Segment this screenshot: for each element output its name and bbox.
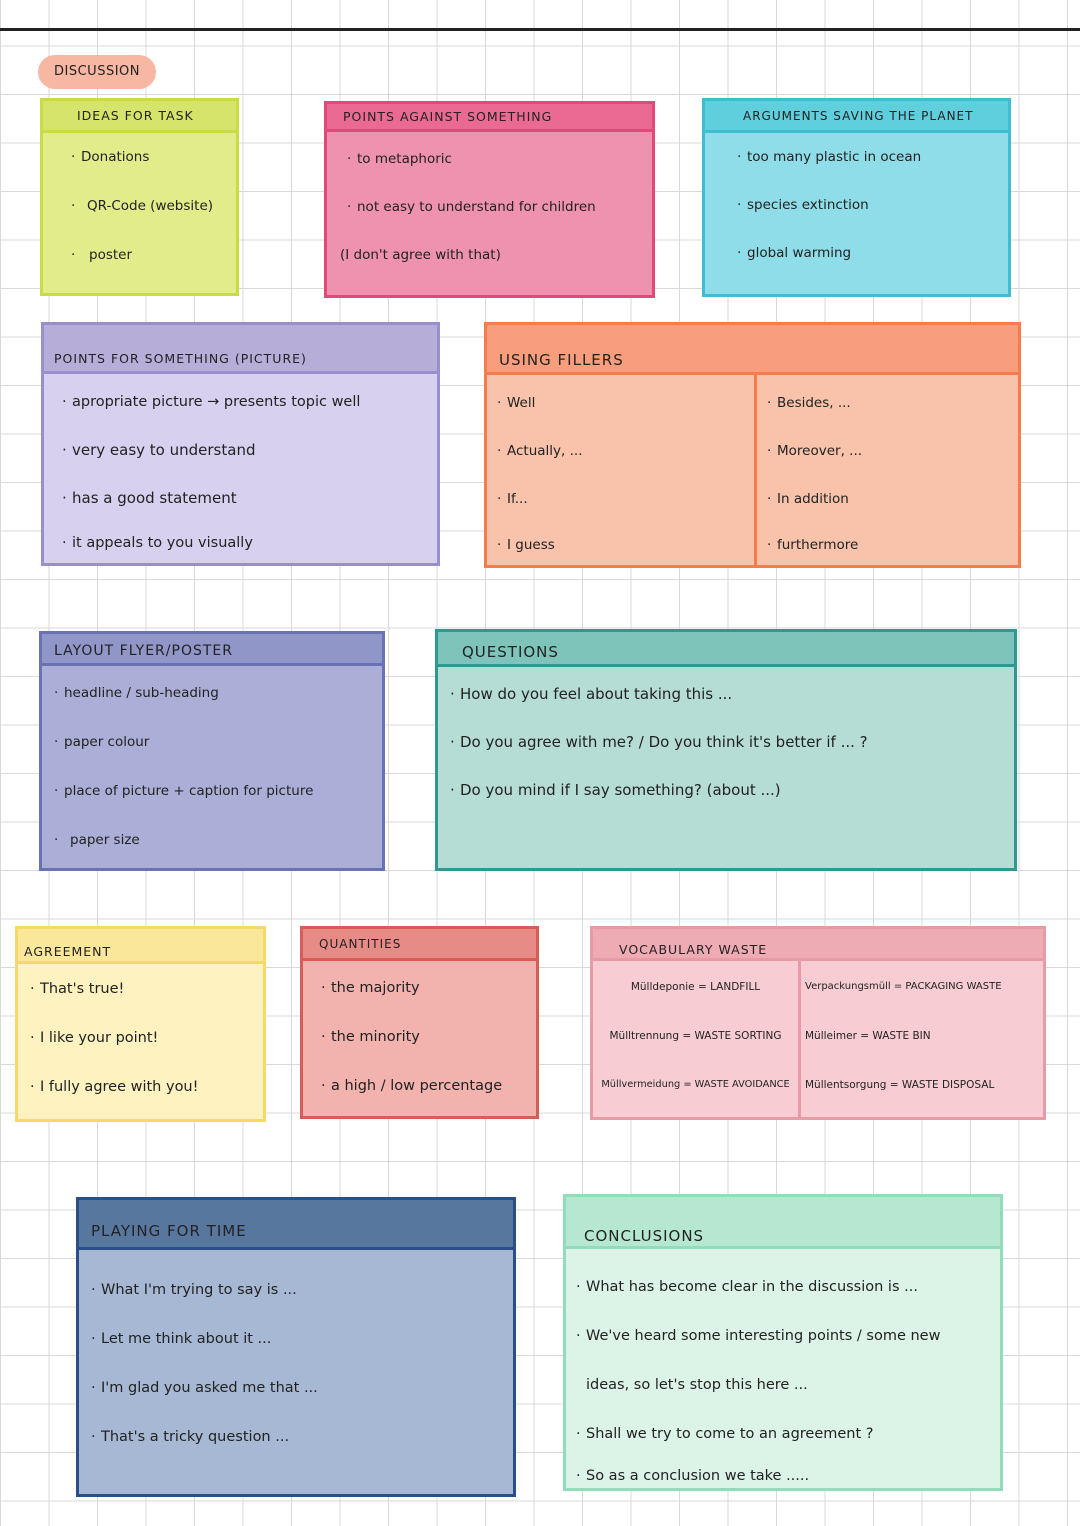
list-item: · So as a conclusion we take .....	[576, 1468, 810, 1484]
bullet: ·	[54, 734, 59, 750]
bullet: ·	[54, 685, 59, 701]
list-item: · apropriate picture → presents topic well	[72, 390, 437, 438]
card-playing-for-time	[76, 1197, 516, 1497]
card-title: POINTS FOR SOMETHING (PICTURE)	[44, 325, 437, 374]
vocab-column-german-english-2	[798, 961, 1043, 1117]
bullet: ·	[321, 1029, 326, 1045]
bullet: ·	[62, 441, 67, 459]
list-item: · Donations	[81, 143, 236, 192]
card-title: POINTS AGAINST SOMETHING	[327, 104, 652, 132]
list-item: · I'm glad you asked me that ...	[101, 1376, 513, 1425]
list-item: · paper colour	[64, 729, 382, 778]
bullet: ·	[497, 443, 502, 459]
card-agreement	[15, 926, 266, 1122]
list-item: · very easy to understand	[72, 438, 437, 486]
list-item: (I don't agree with that)	[340, 247, 501, 263]
list-item: · What has become clear in the discussion is ...	[586, 1275, 1000, 1324]
card-using-fillers	[484, 322, 1021, 568]
fillers-column-right	[754, 375, 1018, 565]
card-title: QUESTIONS	[438, 632, 1014, 667]
list-item: · Let me think about it ...	[101, 1327, 513, 1376]
list-item: · That's true!	[40, 976, 263, 1025]
list-item: · headline / sub-heading	[64, 680, 382, 729]
bullet: ·	[767, 537, 772, 553]
fillers-column-left	[487, 375, 754, 565]
bullet: ·	[576, 1426, 581, 1442]
discussion-label: DISCUSSION	[38, 55, 156, 89]
list-item: · Shall we try to come to an agreement ?	[586, 1422, 1000, 1466]
bullet: ·	[450, 685, 455, 703]
card-quantities	[300, 926, 539, 1119]
list-item: · If...	[507, 487, 754, 533]
card-title: VOCABULARY WASTE	[593, 929, 1043, 961]
card-questions	[435, 629, 1017, 871]
card-arguments-saving-planet	[702, 98, 1011, 297]
list-item: · the majority	[331, 975, 536, 1024]
bullet: ·	[30, 1079, 35, 1095]
bullet: ·	[576, 1279, 581, 1295]
bullet: ·	[576, 1468, 581, 1484]
bullet: ·	[347, 151, 352, 167]
list-item: · Actually, ...	[507, 439, 754, 487]
list-item: · too many plastic in ocean	[747, 143, 1008, 191]
list-item: · poster	[81, 241, 236, 290]
bullet: ·	[767, 395, 772, 411]
card-title: ARGUMENTS SAVING THE PLANET	[705, 101, 1008, 133]
bullet: ·	[91, 1331, 96, 1347]
bullet: ·	[71, 149, 76, 165]
list-item: · What I'm trying to say is ...	[101, 1278, 513, 1327]
list-item: · has a good statement	[72, 486, 437, 531]
card-title: AGREEMENT	[18, 929, 263, 964]
card-title: LAYOUT FLYER/POSTER	[42, 634, 382, 666]
list-item: Müllentsorgung = WASTE DISPOSAL	[805, 1079, 995, 1091]
vocab-column-german-english-1	[593, 961, 798, 1117]
list-item: · place of picture + caption for picture	[64, 778, 382, 827]
list-item: · the minority	[331, 1024, 536, 1073]
bullet: ·	[91, 1282, 96, 1298]
list-item: Mülltrennung = WASTE SORTING	[609, 1030, 782, 1042]
card-title: IDEAS FOR TASK	[43, 101, 236, 133]
list-item: · We've heard some interesting points / some new	[586, 1324, 1000, 1373]
bullet: ·	[91, 1429, 96, 1445]
card-conclusions	[563, 1194, 1003, 1491]
bullet: ·	[497, 395, 502, 411]
list-item: · paper size	[64, 827, 382, 857]
list-item: Müllvermeidung = WASTE AVOIDANCE	[601, 1079, 790, 1090]
card-title: QUANTITIES	[303, 929, 536, 961]
list-item: · furthermore	[777, 533, 1018, 563]
bullet: ·	[497, 491, 502, 507]
bullet: ·	[62, 535, 67, 551]
bullet: ·	[321, 980, 326, 996]
list-item: · a high / low percentage	[331, 1073, 536, 1113]
bullet: ·	[62, 394, 67, 410]
card-title: USING FILLERS	[487, 325, 1018, 375]
bullet: ·	[497, 537, 502, 553]
list-item: · Besides, ...	[777, 391, 1018, 439]
list-item: · I guess	[507, 533, 754, 563]
card-points-for	[41, 322, 440, 566]
card-title: PLAYING FOR TIME	[79, 1200, 513, 1250]
list-item: · Moreover, ...	[777, 439, 1018, 487]
list-item: · I like your point!	[40, 1025, 263, 1074]
list-item: · QR-Code (website)	[81, 192, 236, 241]
list-item: · Well	[507, 391, 754, 439]
bullet: ·	[91, 1380, 96, 1396]
card-layout-flyer-poster	[39, 631, 385, 871]
bullet: ·	[347, 199, 352, 215]
card-title: CONCLUSIONS	[566, 1197, 1000, 1249]
bullet: ·	[450, 733, 455, 751]
bullet: ·	[737, 149, 742, 165]
list-item: Mülldeponie = LANDFILL	[630, 981, 761, 993]
list-item: ideas, so let's stop this here ...	[586, 1377, 808, 1393]
list-item: · species extinction	[747, 191, 1008, 239]
bullet: ·	[767, 491, 772, 507]
bullet: ·	[450, 781, 455, 799]
list-item: · How do you feel about taking this ...	[460, 681, 1014, 729]
list-item: · global warming	[747, 239, 1008, 287]
list-item: · it appeals to you visually	[72, 531, 437, 561]
list-item: Mülleimer = WASTE BIN	[805, 1030, 931, 1042]
top-rule	[0, 28, 1080, 31]
list-item: · not easy to understand for children	[357, 193, 652, 241]
list-item: · Do you mind if I say something? (about ...)	[460, 777, 1014, 825]
bullet: ·	[62, 489, 67, 507]
list-item: · I fully agree with you!	[40, 1074, 263, 1114]
bullet: ·	[576, 1328, 581, 1344]
bullet: ·	[54, 783, 59, 799]
bullet: ·	[30, 1030, 35, 1046]
list-item: · In addition	[777, 487, 1018, 533]
bullet: ·	[71, 247, 76, 263]
bullet: ·	[30, 981, 35, 997]
bullet: ·	[71, 198, 76, 214]
list-item: · to metaphoric	[357, 145, 652, 193]
bullet: ·	[767, 443, 772, 459]
bullet: ·	[54, 832, 59, 848]
list-item: · Do you agree with me? / Do you think it's better if ... ?	[460, 729, 1014, 777]
list-item: · That's a tricky question ...	[101, 1425, 513, 1465]
card-vocabulary-waste	[590, 926, 1046, 1120]
bullet: ·	[321, 1078, 326, 1094]
card-ideas-for-task	[40, 98, 239, 296]
bullet: ·	[737, 197, 742, 213]
card-points-against	[324, 101, 655, 298]
list-item: Verpackungsmüll = PACKAGING WASTE	[805, 981, 1002, 992]
bullet: ·	[737, 245, 742, 261]
